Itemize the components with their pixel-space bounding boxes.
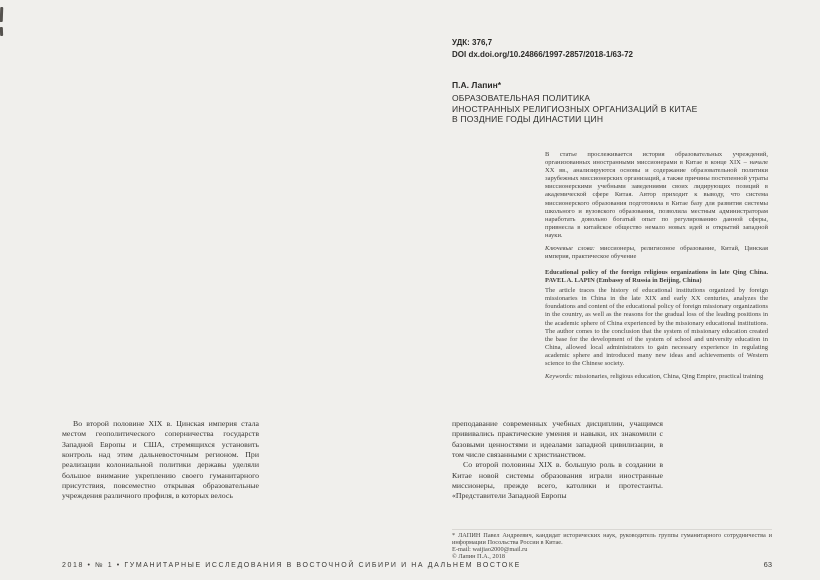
title-line-2: ИНОСТРАННЫХ РЕЛИГИОЗНЫХ ОРГАНИЗАЦИЙ В КИТАЕ [452,103,698,114]
abstract-english [545,269,768,381]
abstract-russian [545,151,768,261]
english-title: Educational policy of the foreign religious organizations in late Qing China. [545,269,768,276]
body-column-left [62,419,259,502]
author-name: П.А. Лапин* [452,80,502,90]
keywords-en-list: missionaries, religious education, China, Qing Empire, practical training [574,373,764,381]
abstract-ru-text: В статье прослеживается история образовательных учреждений, организованных иностранными миссионерами в Китае в конце XIX – начале XX вв., анализируются основы и содержание образовательной политики зарубежных миссионерских организаций, а также причины постепенной утраты миссионерскими учебными заведениями своих лидирующих позиций в академической сфере Китая. Автор приходит к выводу, что система миссионерского образования подготовила в Китае базу для развития системы школьного и вузовского образования, позволила местным администраторам наработать довольно богатый опыт по регулированию данной сферы, привнесла в китайское общество немало новых идей и открытий западной науки. [545,151,768,239]
body-column-right [452,419,663,502]
footnote [452,533,772,561]
keywords-ru-label: Ключевые слова: [545,245,595,253]
footnote-copyright: © Лапин П.А., 2018 [452,552,506,560]
page-footer [62,560,772,569]
journal-running-title: 2018 • № 1 • ГУМАНИТАРНЫЕ ИССЛЕДОВАНИЯ В ВОСТОЧНОЙ СИБИРИ И НА ДАЛЬНЕМ ВОСТОКЕ [62,562,521,569]
page-number: 63 [763,560,772,569]
footnote-author-info: * ЛАПИН Павел Андреевич, кандидат исторических наук, руководитель группы гуманитарного сотрудничества и информации Посольства России в Китае. [452,532,772,546]
keywords-en-label: Keywords: [545,373,573,381]
body-paragraph: Со второй половины XIX в. большую роль в создании в Китае новой системы образования играли иностранные миссионеры, прежде всего, католики и протестанты. «Представители Западной Европы [452,460,663,501]
keywords-en [545,373,768,381]
scan-artifact [0,27,3,36]
body-paragraph: Во второй половине XIX в. Цинская империя стала местом геополитического соперничества государств Западной Европы и США, стремящихся установить контроль над этим дальневосточным регионом. При реализации колониальной политики державы уделяли большое внимание укреплению своего гуманитарного присутствия, повсеместно открывая образовательные учреждения различного профиля, в которых велось [62,419,259,501]
abstract-en-text: The article traces the history of educational institutions organized by foreign missionaries in China in the late XIX and early XX centuries, analyzes the foundations and content of the educational policy of foreign missionary organizations in the country, as well as the reasons for the gradual loss of the leading positions in the academic sphere of China experienced by the missionary educational institutions. The author comes to the conclusion that the system of missionary education created the base for the development of the system of school and university education in China, allowed local administrators to gain necessary experience in regulating academic sphere and introduced many new ideas and achievements of Western science to the Chinese society. [545,287,768,368]
footnote-email: E-mail: waijiao2000@mail.ru [452,545,528,553]
english-author-line: PAVEL A. LAPIN (Embassy of Russia in Beijing, China) [545,277,702,285]
doi-line: DOI dx.doi.org/10.24866/1997-2857/2018-1/63-72 [452,50,633,59]
title-line-3: В ПОЗДНИЕ ГОДЫ ДИНАСТИИ ЦИН [452,114,604,125]
scan-artifact [0,7,3,22]
abstract-en-title [545,269,768,285]
title-line-1: ОБРАЗОВАТЕЛЬНАЯ ПОЛИТИКА [452,93,591,103]
footnote-divider [452,529,772,530]
udc-number: УДК: 376,7 [452,38,493,47]
body-paragraph: преподавание современных учебных дисциплин, учащимся прививались практические умения и навыки, их знакомили с базовыми ценностями и идеалами западной цивилизации, в том числе связанными с христианством. [452,419,663,460]
keywords-ru [545,245,768,261]
article-title [452,93,782,125]
keywords-ru-list: миссионеры, религиозное образование, Китай, Цинская империя, практическое обучение [545,245,768,261]
